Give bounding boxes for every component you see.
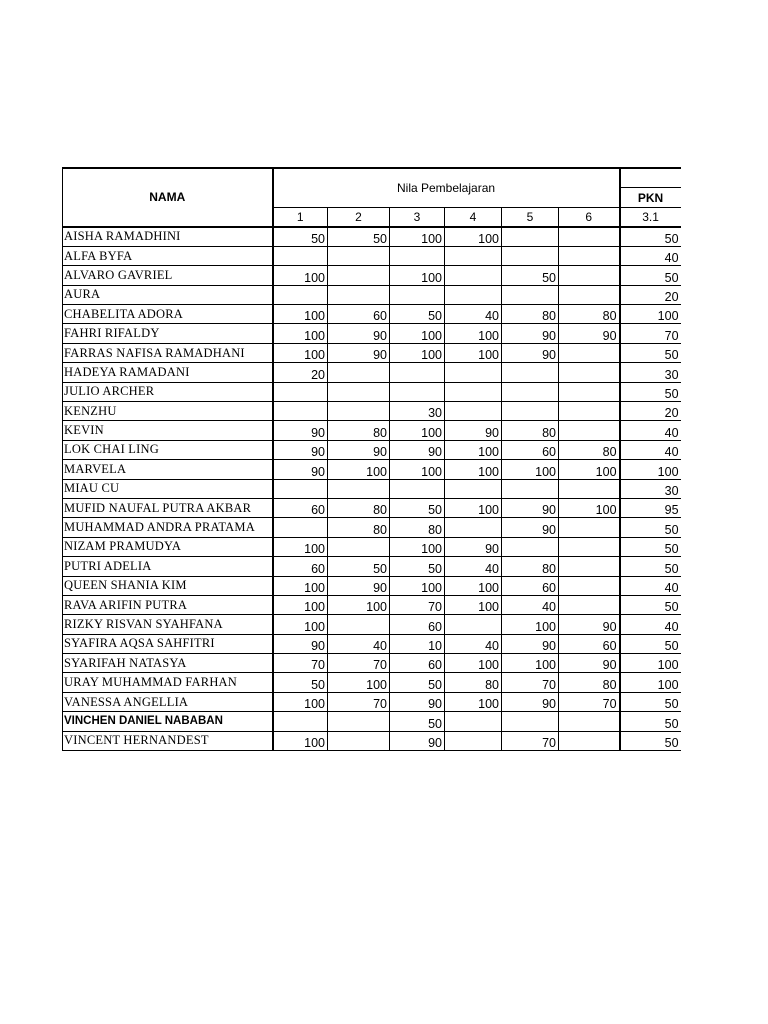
score-cell-3[interactable]: 50 [390, 557, 445, 576]
score-cell-2[interactable] [328, 402, 390, 421]
score-cell-2[interactable] [328, 285, 390, 304]
score-cell-6[interactable]: 80 [559, 673, 620, 692]
score-cell-4[interactable] [445, 363, 502, 382]
score-cell-2[interactable] [328, 363, 390, 382]
score-cell-3[interactable]: 60 [390, 615, 445, 634]
score-cell-1[interactable]: 50 [273, 227, 328, 247]
score-cell-2[interactable] [328, 266, 390, 285]
score-cell-3[interactable]: 70 [390, 595, 445, 614]
score-cell-2[interactable]: 90 [328, 343, 390, 362]
student-name-cell[interactable]: VINCHEN DANIEL NABABAN [63, 712, 273, 731]
score-cell-4[interactable]: 100 [445, 654, 502, 673]
pkn-score-cell[interactable]: 20 [620, 402, 681, 421]
grade-table [62, 167, 681, 751]
pkn-score-cell[interactable]: 30 [620, 363, 681, 382]
pkn-score-cell[interactable]: 50 [620, 731, 681, 750]
table-row [63, 460, 681, 479]
table-row [63, 731, 681, 750]
pkn-score-cell[interactable]: 50 [620, 692, 681, 711]
student-name-cell[interactable]: LOK CHAI LING [63, 440, 273, 459]
score-cell-5[interactable]: 100 [502, 654, 559, 673]
score-cell-3[interactable]: 30 [390, 402, 445, 421]
score-cell-5[interactable] [502, 402, 559, 421]
score-cell-1[interactable]: 90 [273, 460, 328, 479]
col-header-6[interactable]: 6 [559, 208, 620, 227]
pkn-score-cell[interactable]: 40 [620, 246, 681, 265]
score-cell-5[interactable]: 90 [502, 518, 559, 537]
score-cell-6[interactable]: 100 [559, 460, 620, 479]
score-cell-3[interactable]: 100 [390, 537, 445, 556]
score-cell-1[interactable]: 90 [273, 440, 328, 459]
score-cell-2[interactable]: 70 [328, 654, 390, 673]
score-cell-4[interactable]: 100 [445, 595, 502, 614]
score-cell-2[interactable]: 100 [328, 673, 390, 692]
table-row [63, 324, 681, 343]
score-cell-1[interactable] [273, 402, 328, 421]
score-cell-2[interactable]: 100 [328, 595, 390, 614]
student-name-cell[interactable]: VANESSA ANGELLIA [63, 692, 273, 711]
score-cell-4[interactable]: 80 [445, 673, 502, 692]
score-cell-5[interactable] [502, 382, 559, 401]
score-cell-3[interactable]: 100 [390, 266, 445, 285]
score-cell-2[interactable] [328, 246, 390, 265]
score-cell-6[interactable] [559, 266, 620, 285]
score-cell-6[interactable]: 100 [559, 498, 620, 517]
score-cell-4[interactable]: 40 [445, 634, 502, 653]
score-cell-4[interactable] [445, 615, 502, 634]
score-cell-4[interactable] [445, 712, 502, 731]
score-cell-1[interactable]: 100 [273, 615, 328, 634]
student-name-cell[interactable]: RAVA ARIFIN PUTRA [63, 595, 273, 614]
score-cell-4[interactable]: 90 [445, 537, 502, 556]
score-cell-3[interactable]: 100 [390, 460, 445, 479]
student-name-cell[interactable]: AISHA RAMADHINI [63, 227, 273, 247]
table-body [63, 227, 681, 751]
student-name-cell[interactable]: SYAFIRA AQSA SAHFITRI [63, 634, 273, 653]
score-cell-1[interactable]: 100 [273, 692, 328, 711]
score-cell-1[interactable]: 70 [273, 654, 328, 673]
pkn-score-cell[interactable]: 100 [620, 305, 681, 324]
student-name-cell[interactable]: NIZAM PRAMUDYA [63, 537, 273, 556]
score-cell-1[interactable]: 60 [273, 557, 328, 576]
score-cell-2[interactable]: 90 [328, 576, 390, 595]
table-row [63, 402, 681, 421]
table-row [63, 227, 681, 247]
score-cell-3[interactable] [390, 382, 445, 401]
score-cell-6[interactable] [559, 382, 620, 401]
score-cell-5[interactable]: 60 [502, 440, 559, 459]
score-cell-3[interactable]: 50 [390, 305, 445, 324]
score-cell-4[interactable]: 100 [445, 324, 502, 343]
score-cell-4[interactable]: 40 [445, 557, 502, 576]
table-row [63, 343, 681, 362]
score-cell-4[interactable] [445, 518, 502, 537]
pkn-spacer [620, 168, 681, 188]
pkn-score-cell[interactable]: 100 [620, 673, 681, 692]
score-cell-5[interactable]: 100 [502, 615, 559, 634]
table-row [63, 518, 681, 537]
pkn-score-cell[interactable]: 50 [620, 518, 681, 537]
score-cell-5[interactable] [502, 479, 559, 498]
score-cell-2[interactable] [328, 731, 390, 750]
col-header-3[interactable]: 3 [390, 208, 445, 227]
score-cell-3[interactable]: 50 [390, 712, 445, 731]
score-cell-4[interactable]: 100 [445, 460, 502, 479]
table-row [63, 654, 681, 673]
score-cell-6[interactable]: 70 [559, 692, 620, 711]
table-row [63, 634, 681, 653]
score-cell-5[interactable]: 60 [502, 576, 559, 595]
pkn-header: PKN [620, 188, 681, 208]
student-name-cell[interactable]: VINCENT HERNANDEST [63, 731, 273, 750]
score-cell-5[interactable]: 50 [502, 266, 559, 285]
score-cell-3[interactable] [390, 285, 445, 304]
table-row [63, 537, 681, 556]
student-name-cell[interactable]: ALFA BYFA [63, 246, 273, 265]
score-cell-3[interactable]: 80 [390, 518, 445, 537]
score-cell-3[interactable]: 90 [390, 731, 445, 750]
score-cell-6[interactable]: 90 [559, 615, 620, 634]
pkn-score-cell[interactable]: 50 [620, 537, 681, 556]
score-cell-6[interactable] [559, 731, 620, 750]
score-cell-5[interactable] [502, 285, 559, 304]
score-cell-1[interactable]: 100 [273, 731, 328, 750]
student-name-cell[interactable]: RIZKY RISVAN SYAHFANA [63, 615, 273, 634]
score-cell-1[interactable]: 50 [273, 673, 328, 692]
student-name-cell[interactable]: HADEYA RAMADANI [63, 363, 273, 382]
score-cell-2[interactable] [328, 537, 390, 556]
table-row [63, 266, 681, 285]
score-cell-1[interactable]: 100 [273, 324, 328, 343]
score-cell-5[interactable]: 80 [502, 305, 559, 324]
score-cell-6[interactable] [559, 402, 620, 421]
score-cell-5[interactable] [502, 712, 559, 731]
score-cell-3[interactable] [390, 246, 445, 265]
student-name-cell[interactable]: MUHAMMAD ANDRA PRATAMA [63, 518, 273, 537]
score-cell-5[interactable]: 90 [502, 324, 559, 343]
score-cell-4[interactable] [445, 382, 502, 401]
score-cell-1[interactable]: 60 [273, 498, 328, 517]
score-cell-3[interactable]: 50 [390, 498, 445, 517]
pkn-score-cell[interactable]: 40 [620, 421, 681, 440]
score-cell-3[interactable]: 90 [390, 692, 445, 711]
score-cell-1[interactable] [273, 382, 328, 401]
score-cell-6[interactable]: 80 [559, 440, 620, 459]
score-cell-4[interactable]: 100 [445, 227, 502, 247]
score-cell-3[interactable]: 10 [390, 634, 445, 653]
score-cell-4[interactable] [445, 266, 502, 285]
score-cell-2[interactable] [328, 382, 390, 401]
score-cell-4[interactable]: 90 [445, 421, 502, 440]
table-row [63, 615, 681, 634]
group-header: Nila Pembelajaran [273, 168, 620, 208]
col-header-5[interactable]: 5 [502, 208, 559, 227]
score-cell-3[interactable]: 100 [390, 576, 445, 595]
score-cell-5[interactable] [502, 537, 559, 556]
score-cell-2[interactable]: 50 [328, 227, 390, 247]
student-name-cell[interactable]: PUTRI ADELIA [63, 557, 273, 576]
grade-sheet [62, 167, 680, 751]
table-row [63, 712, 681, 731]
student-name-cell[interactable]: AURA [63, 285, 273, 304]
score-cell-5[interactable]: 90 [502, 343, 559, 362]
pkn-score-cell[interactable]: 50 [620, 227, 681, 247]
score-cell-2[interactable]: 90 [328, 324, 390, 343]
score-cell-5[interactable]: 80 [502, 421, 559, 440]
student-name-cell[interactable]: MARVELA [63, 460, 273, 479]
pkn-score-cell[interactable]: 40 [620, 576, 681, 595]
name-column-header[interactable]: NAMA [63, 168, 273, 227]
score-cell-1[interactable] [273, 479, 328, 498]
pkn-score-cell[interactable]: 50 [620, 557, 681, 576]
score-cell-3[interactable]: 90 [390, 440, 445, 459]
score-cell-2[interactable]: 80 [328, 421, 390, 440]
score-cell-6[interactable] [559, 712, 620, 731]
score-cell-6[interactable]: 80 [559, 305, 620, 324]
pkn-score-cell[interactable]: 50 [620, 712, 681, 731]
score-cell-6[interactable] [559, 285, 620, 304]
score-cell-6[interactable] [559, 246, 620, 265]
score-cell-1[interactable]: 20 [273, 363, 328, 382]
score-cell-1[interactable] [273, 285, 328, 304]
score-cell-4[interactable]: 100 [445, 576, 502, 595]
score-cell-6[interactable] [559, 537, 620, 556]
score-cell-4[interactable]: 100 [445, 343, 502, 362]
table-row [63, 440, 681, 459]
student-name-cell[interactable]: KEVIN [63, 421, 273, 440]
pkn-score-cell[interactable]: 95 [620, 498, 681, 517]
score-cell-5[interactable]: 90 [502, 634, 559, 653]
score-cell-6[interactable] [559, 421, 620, 440]
table-row [63, 382, 681, 401]
student-name-cell[interactable]: FARRAS NAFISA RAMADHANI [63, 343, 273, 362]
table-row [63, 557, 681, 576]
table-row [63, 246, 681, 265]
score-cell-5[interactable]: 70 [502, 731, 559, 750]
table-header [63, 168, 681, 227]
table-row [63, 692, 681, 711]
score-cell-2[interactable] [328, 479, 390, 498]
score-cell-4[interactable]: 100 [445, 498, 502, 517]
student-name-cell[interactable]: FAHRI RIFALDY [63, 324, 273, 343]
score-cell-2[interactable]: 80 [328, 518, 390, 537]
pkn-score-cell[interactable]: 30 [620, 479, 681, 498]
score-cell-1[interactable] [273, 246, 328, 265]
col-header-2[interactable]: 2 [328, 208, 390, 227]
score-cell-3[interactable]: 100 [390, 324, 445, 343]
score-cell-6[interactable]: 60 [559, 634, 620, 653]
score-cell-6[interactable]: 90 [559, 654, 620, 673]
score-cell-4[interactable] [445, 246, 502, 265]
score-cell-4[interactable] [445, 731, 502, 750]
score-cell-2[interactable]: 100 [328, 460, 390, 479]
score-cell-1[interactable]: 100 [273, 537, 328, 556]
score-cell-2[interactable]: 90 [328, 440, 390, 459]
score-cell-2[interactable] [328, 615, 390, 634]
score-cell-5[interactable] [502, 227, 559, 247]
score-cell-2[interactable]: 60 [328, 305, 390, 324]
score-cell-4[interactable]: 40 [445, 305, 502, 324]
score-cell-1[interactable]: 100 [273, 576, 328, 595]
score-cell-4[interactable]: 100 [445, 440, 502, 459]
score-cell-3[interactable]: 60 [390, 654, 445, 673]
score-cell-6[interactable] [559, 557, 620, 576]
pkn-score-cell[interactable]: 50 [620, 266, 681, 285]
pkn-score-cell[interactable]: 100 [620, 654, 681, 673]
score-cell-3[interactable]: 100 [390, 421, 445, 440]
score-cell-6[interactable] [559, 595, 620, 614]
score-cell-1[interactable]: 100 [273, 266, 328, 285]
score-cell-6[interactable] [559, 363, 620, 382]
score-cell-1[interactable]: 90 [273, 421, 328, 440]
score-cell-5[interactable]: 90 [502, 498, 559, 517]
score-cell-3[interactable]: 50 [390, 673, 445, 692]
score-cell-2[interactable]: 50 [328, 557, 390, 576]
table-row [63, 285, 681, 304]
pkn-score-cell[interactable]: 40 [620, 440, 681, 459]
score-cell-6[interactable] [559, 518, 620, 537]
score-cell-2[interactable]: 70 [328, 692, 390, 711]
table-row [63, 305, 681, 324]
col-header-1[interactable]: 1 [273, 208, 328, 227]
student-name-cell[interactable]: CHABELITA ADORA [63, 305, 273, 324]
score-cell-3[interactable]: 100 [390, 343, 445, 362]
score-cell-5[interactable]: 40 [502, 595, 559, 614]
table-row [63, 595, 681, 614]
table-row [63, 576, 681, 595]
score-cell-6[interactable] [559, 227, 620, 247]
student-name-cell[interactable]: JULIO ARCHER [63, 382, 273, 401]
score-cell-1[interactable] [273, 712, 328, 731]
pkn-score-cell[interactable]: 20 [620, 285, 681, 304]
score-cell-6[interactable] [559, 479, 620, 498]
pkn-score-cell[interactable]: 70 [620, 324, 681, 343]
score-cell-6[interactable]: 90 [559, 324, 620, 343]
col-header-4[interactable]: 4 [445, 208, 502, 227]
score-cell-5[interactable]: 80 [502, 557, 559, 576]
score-cell-3[interactable] [390, 363, 445, 382]
score-cell-5[interactable]: 100 [502, 460, 559, 479]
student-name-cell[interactable]: MIAU CU [63, 479, 273, 498]
student-name-cell[interactable]: KENZHU [63, 402, 273, 421]
score-cell-1[interactable]: 90 [273, 634, 328, 653]
score-cell-4[interactable]: 100 [445, 692, 502, 711]
pkn-score-cell[interactable]: 50 [620, 382, 681, 401]
score-cell-5[interactable] [502, 363, 559, 382]
score-cell-3[interactable]: 100 [390, 227, 445, 247]
table-row [63, 498, 681, 517]
score-cell-2[interactable] [328, 712, 390, 731]
student-name-cell[interactable]: SYARIFAH NATASYA [63, 654, 273, 673]
pkn-score-cell[interactable]: 40 [620, 615, 681, 634]
score-cell-6[interactable] [559, 576, 620, 595]
student-name-cell[interactable]: MUFID NAUFAL PUTRA AKBAR [63, 498, 273, 517]
pkn-subheader[interactable]: 3.1 [620, 208, 681, 227]
student-name-cell[interactable]: ALVARO GAVRIEL [63, 266, 273, 285]
score-cell-2[interactable]: 40 [328, 634, 390, 653]
score-cell-2[interactable]: 80 [328, 498, 390, 517]
student-name-cell[interactable]: QUEEN SHANIA KIM [63, 576, 273, 595]
pkn-score-cell[interactable]: 50 [620, 595, 681, 614]
score-cell-5[interactable]: 70 [502, 673, 559, 692]
table-row [63, 479, 681, 498]
score-cell-3[interactable] [390, 479, 445, 498]
table-row [63, 673, 681, 692]
score-cell-1[interactable]: 100 [273, 343, 328, 362]
score-cell-1[interactable] [273, 518, 328, 537]
score-cell-1[interactable]: 100 [273, 305, 328, 324]
score-cell-5[interactable]: 90 [502, 692, 559, 711]
table-row [63, 421, 681, 440]
score-cell-5[interactable] [502, 246, 559, 265]
table-row [63, 363, 681, 382]
pkn-score-cell[interactable]: 50 [620, 634, 681, 653]
score-cell-6[interactable] [559, 343, 620, 362]
score-cell-4[interactable] [445, 285, 502, 304]
student-name-cell[interactable]: URAY MUHAMMAD FARHAN [63, 673, 273, 692]
score-cell-4[interactable] [445, 402, 502, 421]
pkn-score-cell[interactable]: 100 [620, 460, 681, 479]
score-cell-1[interactable]: 100 [273, 595, 328, 614]
score-cell-4[interactable] [445, 479, 502, 498]
pkn-score-cell[interactable]: 50 [620, 343, 681, 362]
